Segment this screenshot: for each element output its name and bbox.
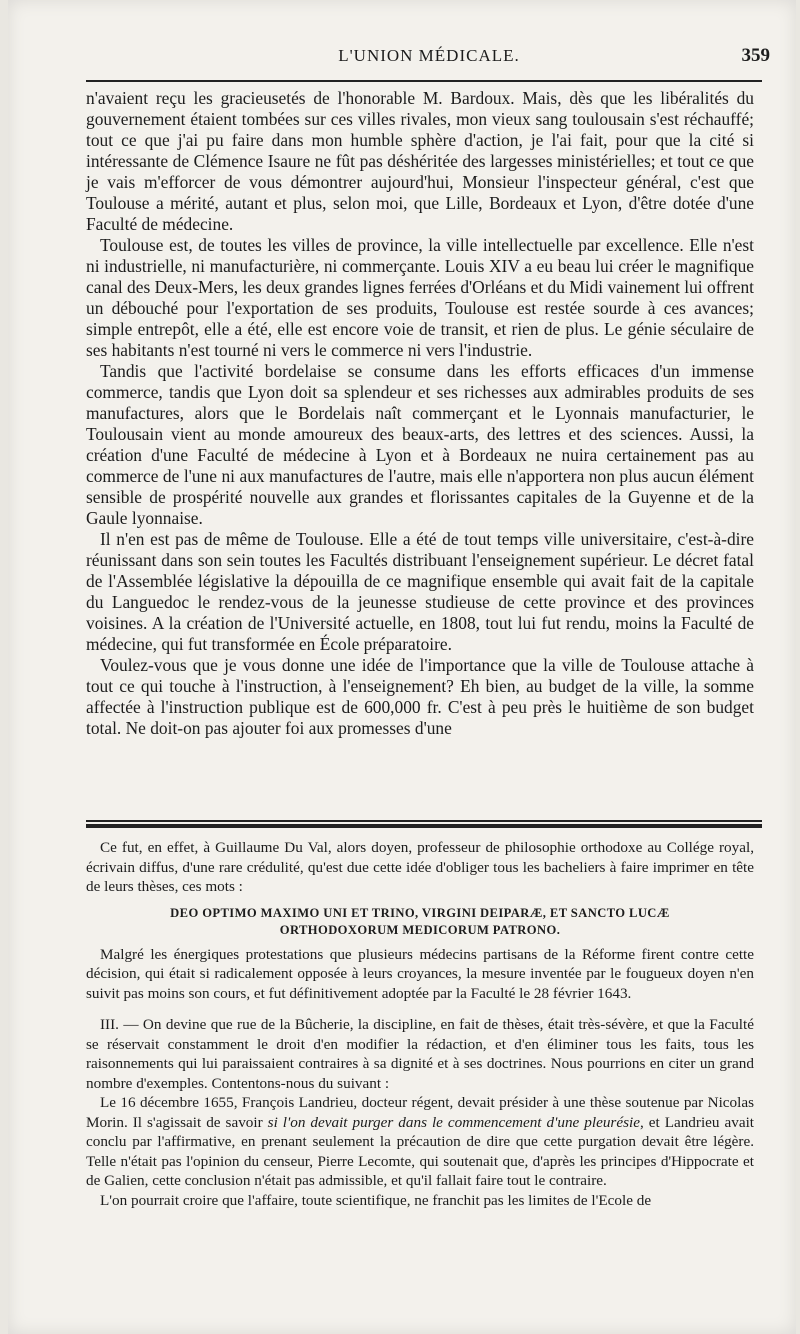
note-paragraph: L'on pourrait croire que l'affaire, toute scientifique, ne franchit pas les limites de l'Ecole de: [100, 1191, 652, 1209]
note-paragraph: Malgré les énergiques protestations que plusieurs médecins partisans de la Réforme firent contre cette décision, qui était si radicalement opposée à leurs croyances, la mesure inventée par le fougueux doyen n'en suivit pas moins son cours, et fut définitivement adoptée par la Faculté le 28 février 1643.: [86, 945, 754, 1002]
note-text: , et Landrieu avait conclu par l'affirmative, en prenant seulement la précaution de dire que cette purgation devait être légère. Telle n'était pas l'opinion du censeur, Pierre Lecomte, qui soutenait que, d'après les principes d'Hippocrate et de Galien, cette conclusion n'était pas admissible, et qu'il fallait faire tout le contraire.: [86, 1113, 755, 1189]
paragraph: Il n'en est pas de même de Toulouse. Elle a été de tout temps ville universitaire, c'est-à-dire réunissant dans son sein toutes les Facultés distribuant l'enseignement supérieur. Le décret fatal de l'Assemblée législative la dépouilla de ce magnifique ensemble qui avait fait de la capitale du Languedoc le rendez-vous de la jeunesse studieuse de cette province et des provinces voisines. A la création de l'Université actuelle, en 1808, tout lui fut rendu, moins la Faculté de médecine, qui fut transformée en École préparatoire.: [86, 529, 754, 654]
section-paragraph: III. — On devine que rue de la Bûcherie, la discipline, en fait de thèses, était très-sévère, et que la Faculté se réservait constamment le droit d'en modifier la rédaction, et d'en éliminer tous les faits, tous les raisonnements qui lui paraissaient contraires à sa dignité et à ses doctrines. Nous pourrions en citer un grand nombre d'exemples. Contentons-nous du suivant :: [86, 1016, 754, 1092]
note-paragraph: [86, 1093, 754, 1191]
header-rule: [86, 80, 762, 82]
paragraph: Tandis que l'activité bordelaise se consume dans les efforts efficaces d'un immense commerce, tandis que Lyon doit sa splendeur et ses richesses aux admirables produits de ses manufactures, alors que le Bordelais naît commerçant et le Lyonnais manufacturier, le Toulousain vient au monde amoureux des beaux-arts, des lettres et des sciences. Aussi, la création d'une Faculté de médecine à Lyon et à Bordeaux ne nuira certainement pas au commerce de l'une ni aux manufactures de l'autre, mais elle n'apportera non plus aucun élément sensible de prospérité nouvelle aux grandes et florissantes capitales de la Guyenne et de la Gaule lyonnaise.: [86, 361, 754, 528]
feuilleton-text: [86, 838, 754, 1210]
motto: [86, 905, 754, 939]
note-text: Le 16 décembre 1655, François Landrieu, docteur régent, devait présider à une thèse soutenue par Nicolas Morin. Il s'agissait de savoir: [86, 1094, 754, 1131]
footnote-separator: [86, 820, 762, 828]
note-italic-text: si l'on devait purger dans le commencement d'une pleurésie: [267, 1113, 640, 1131]
page-number: 359: [741, 45, 770, 66]
paragraph: n'avaient reçu les gracieusetés de l'honorable M. Bardoux. Mais, dès que les libéralités du gouvernement étaient tombées sur ces villes rivales, mon vieux sang toulousain s'est réchauffé; tout ce que j'ai pu faire dans mon humble sphère d'action, je l'ai fait, pour que la cité si intéressante de Clémence Isaure ne fût pas déshéritée des largesses ministérielles; et tout ce que je vais m'efforcer de vous démontrer aujourd'hui, Monsieur l'inspecteur général, c'est que Toulouse a mérité, autant et plus, selon moi, que Lille, Bordeaux et Lyon, d'être dotée d'une Faculté de médecine.: [86, 88, 754, 234]
running-title: L'UNION MÉDICALE.: [338, 46, 520, 65]
motto-line: ORTHODOXORUM MEDICORUM PATRONO.: [279, 922, 561, 937]
motto-line: DEO OPTIMO MAXIMO UNI ET TRINO, VIRGINI DEIPARÆ, ET SANCTO LUCÆ: [170, 905, 670, 920]
paragraph: Toulouse est, de toutes les villes de province, la ville intellectuelle par excellence. Elle n'est ni industrielle, ni manufacturière, ni commerçante. Louis XIV a eu beau lui créer le magnifique canal des Deux-Mers, les deux grandes lignes ferrées d'Orléans et du Midi vainement lui offrent un débouché pour l'exportation de ses produits, Toulouse est restée sourde à ces avances; simple entrepôt, elle a été, elle est encore voie de transit, et rien de plus. Le génie séculaire de ses habitants n'est tourné ni vers le commerce ni vers l'industrie.: [86, 235, 754, 360]
note-paragraph: Ce fut, en effet, à Guillaume Du Val, alors doyen, professeur de philosophie orthodoxe au Collége royal, écrivain diffus, d'une rare crédulité, qu'est due cette idée d'obliger tous les bacheliers à faire imprimer en tête de leurs thèses, ces mots :: [86, 839, 754, 895]
main-text: [86, 88, 754, 739]
paragraph: Voulez-vous que je vous donne une idée de l'importance que la ville de Toulouse attache à tout ce qui touche à l'instruction, à l'enseignement? Eh bien, au budget de la ville, la somme affectée à l'instruction publique est de 600,000 fr. C'est à peu près le huitième de son budget total. Ne doit-on pas ajouter foi aux promesses d'une: [86, 655, 754, 738]
page-header: [88, 44, 770, 72]
